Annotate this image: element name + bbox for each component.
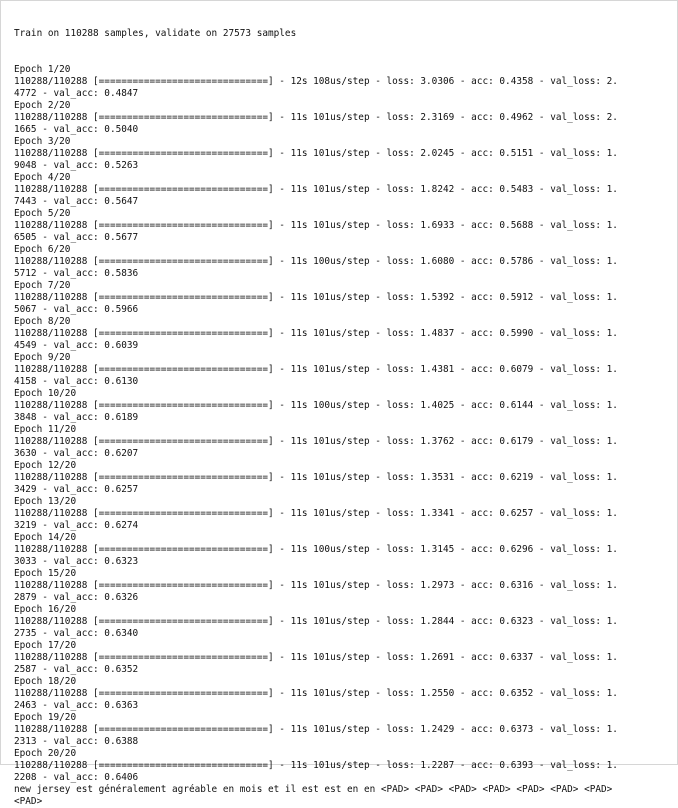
epoch-label: Epoch 12/20 [14,460,77,471]
epoch-label: Epoch 6/20 [14,244,71,255]
epoch-progress-line: 110288/110288 [==============================] - 11s 101us/step - loss: 2.3169 - acc: 0.4962 - val_loss: 2. [14,112,618,123]
epoch-progress-line: 110288/110288 [==============================] - 11s 101us/step - loss: 1.3531 - acc: 0.6219 - val_loss: 1. [14,472,618,483]
epoch-progress-line: 110288/110288 [==============================] - 11s 101us/step - loss: 1.4837 - acc: 0.5990 - val_loss: 1. [14,328,618,339]
epoch-progress-line: 110288/110288 [==============================] - 11s 101us/step - loss: 2.0245 - acc: 0.5151 - val_loss: 1. [14,148,618,159]
epoch-metrics-tail: 3429 - val_acc: 0.6257 [14,484,139,495]
epoch-label: Epoch 3/20 [14,136,71,147]
epoch-label: Epoch 19/20 [14,712,77,723]
epoch-label: Epoch 15/20 [14,568,77,579]
epoch-label: Epoch 1/20 [14,64,71,75]
epoch-metrics-tail: 4772 - val_acc: 0.4847 [14,88,139,99]
epoch-progress-line: 110288/110288 [==============================] - 11s 101us/step - loss: 1.8242 - acc: 0.5483 - val_loss: 1. [14,184,618,195]
epoch-metrics-tail: 3033 - val_acc: 0.6323 [14,556,139,567]
epoch-metrics-tail: 7443 - val_acc: 0.5647 [14,196,139,207]
epoch-label: Epoch 14/20 [14,532,77,543]
epoch-label: Epoch 8/20 [14,316,71,327]
epoch-progress-line: 110288/110288 [==============================] - 11s 101us/step - loss: 1.2287 - acc: 0.6393 - val_loss: 1. [14,760,618,771]
epoch-metrics-tail: 1665 - val_acc: 0.5040 [14,124,139,135]
epoch-metrics-tail: 9048 - val_acc: 0.5263 [14,160,139,171]
train-header-line: Train on 110288 samples, validate on 27573 samples [14,28,297,39]
epoch-progress-line: 110288/110288 [==============================] - 11s 101us/step - loss: 1.2691 - acc: 0.6337 - val_loss: 1. [14,652,618,663]
epoch-progress-line: 110288/110288 [==============================] - 11s 100us/step - loss: 1.4025 - acc: 0.6144 - val_loss: 1. [14,400,618,411]
epoch-progress-line: 110288/110288 [==============================] - 11s 101us/step - loss: 1.3762 - acc: 0.6179 - val_loss: 1. [14,436,618,447]
epoch-progress-line: 110288/110288 [==============================] - 11s 101us/step - loss: 1.6933 - acc: 0.5688 - val_loss: 1. [14,220,618,231]
epoch-metrics-tail: 5067 - val_acc: 0.5966 [14,304,139,315]
epoch-label: Epoch 10/20 [14,388,77,399]
epoch-progress-line: 110288/110288 [==============================] - 11s 101us/step - loss: 1.2973 - acc: 0.6316 - val_loss: 1. [14,580,618,591]
training-log [14,4,618,808]
epoch-label: Epoch 13/20 [14,496,77,507]
epoch-metrics-tail: 2208 - val_acc: 0.6406 [14,772,139,783]
epoch-progress-line: 110288/110288 [==============================] - 11s 101us/step - loss: 1.2844 - acc: 0.6323 - val_loss: 1. [14,616,618,627]
epoch-label: Epoch 4/20 [14,172,71,183]
epoch-metrics-tail: 2735 - val_acc: 0.6340 [14,628,139,639]
prediction-output-line: <PAD> [14,796,43,807]
epoch-progress-line: 110288/110288 [==============================] - 11s 101us/step - loss: 1.4381 - acc: 0.6079 - val_loss: 1. [14,364,618,375]
epoch-progress-line: 110288/110288 [==============================] - 11s 101us/step - loss: 1.2550 - acc: 0.6352 - val_loss: 1. [14,688,618,699]
epoch-metrics-tail: 2463 - val_acc: 0.6363 [14,700,139,711]
epoch-metrics-tail: 3219 - val_acc: 0.6274 [14,520,139,531]
epoch-progress-line: 110288/110288 [==============================] - 12s 108us/step - loss: 3.0306 - acc: 0.4358 - val_loss: 2. [14,76,618,87]
epoch-progress-line: 110288/110288 [==============================] - 11s 100us/step - loss: 1.3145 - acc: 0.6296 - val_loss: 1. [14,544,618,555]
epoch-metrics-tail: 3630 - val_acc: 0.6207 [14,448,139,459]
epoch-metrics-tail: 4549 - val_acc: 0.6039 [14,340,139,351]
epoch-progress-line: 110288/110288 [==============================] - 11s 101us/step - loss: 1.5392 - acc: 0.5912 - val_loss: 1. [14,292,618,303]
epoch-label: Epoch 5/20 [14,208,71,219]
epoch-progress-line: 110288/110288 [==============================] - 11s 101us/step - loss: 1.3341 - acc: 0.6257 - val_loss: 1. [14,508,618,519]
epoch-progress-line: 110288/110288 [==============================] - 11s 100us/step - loss: 1.6080 - acc: 0.5786 - val_loss: 1. [14,256,618,267]
epoch-metrics-tail: 6505 - val_acc: 0.5677 [14,232,139,243]
epoch-label: Epoch 11/20 [14,424,77,435]
epoch-metrics-tail: 2587 - val_acc: 0.6352 [14,664,139,675]
epoch-label: Epoch 20/20 [14,748,77,759]
epoch-metrics-tail: 5712 - val_acc: 0.5836 [14,268,139,279]
prediction-output-line: new jersey est généralement agréable en mois et il est est en en <PAD> <PAD> <PAD> <PAD> <PAD> <PAD> <PAD> [14,784,613,795]
epoch-label: Epoch 9/20 [14,352,71,363]
epoch-label: Epoch 17/20 [14,640,77,651]
epoch-label: Epoch 7/20 [14,280,71,291]
epoch-label: Epoch 18/20 [14,676,77,687]
epoch-label: Epoch 2/20 [14,100,71,111]
epoch-metrics-tail: 2313 - val_acc: 0.6388 [14,736,139,747]
epoch-label: Epoch 16/20 [14,604,77,615]
epoch-metrics-tail: 2879 - val_acc: 0.6326 [14,592,139,603]
epoch-metrics-tail: 3848 - val_acc: 0.6189 [14,412,139,423]
epoch-progress-line: 110288/110288 [==============================] - 11s 101us/step - loss: 1.2429 - acc: 0.6373 - val_loss: 1. [14,724,618,735]
epoch-metrics-tail: 4158 - val_acc: 0.6130 [14,376,139,387]
